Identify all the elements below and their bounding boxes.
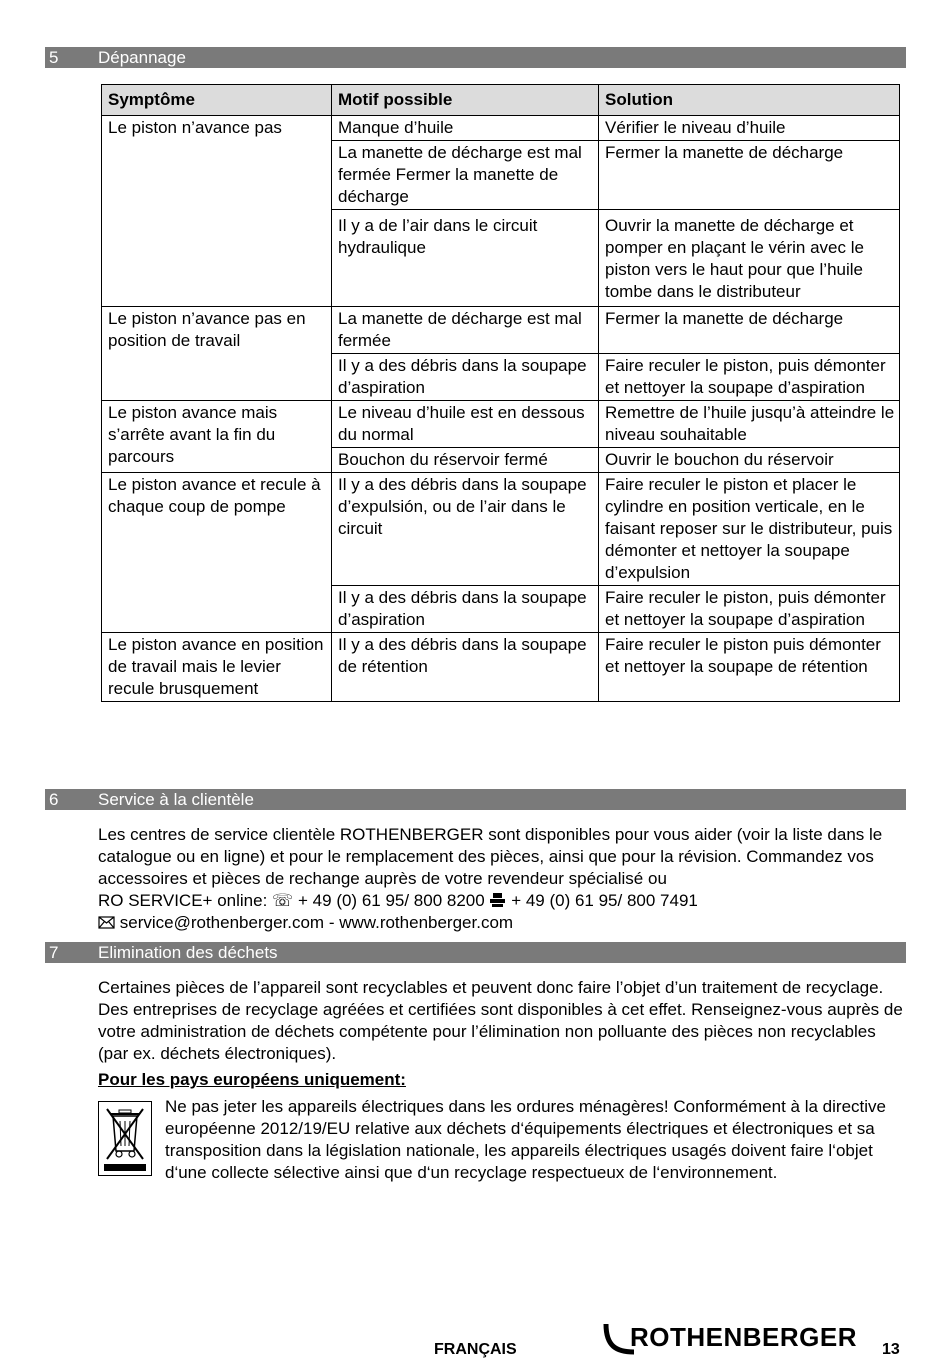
solution-cell: Faire reculer le piston, puis démonter et nettoyer la soupape d’aspiration: [599, 586, 900, 633]
fax-icon: [489, 892, 506, 908]
troubleshooting-table: [101, 84, 900, 702]
cause-cell: Il y a des débris dans la soupape d’aspiration: [332, 586, 599, 633]
phone-number: + 49 (0) 61 95/ 800 8200: [298, 891, 485, 910]
website-link[interactable]: www.rothenberger.com: [339, 913, 514, 932]
section-number: 5: [49, 48, 59, 67]
brand-name: ROTHENBERGER: [630, 1322, 858, 1352]
footer-language: FRANÇAIS: [434, 1341, 517, 1358]
symptom-cell: Le piston avance et recule à chaque coup de pompe: [102, 473, 332, 633]
solution-cell: Fermer la manette de décharge: [599, 141, 900, 210]
section-6-header: [45, 789, 906, 810]
solution-cell: Remettre de l’huile jusqu’à atteindre le niveau souhaitable: [599, 401, 900, 448]
solution-cell: Ouvrir la manette de décharge et pomper en plaçant le vérin avec le piston vers le haut pour que l’huile tombe dans le distributeur: [599, 210, 900, 307]
cause-cell: La manette de décharge est mal fermée Fermer la manette de décharge: [332, 141, 599, 210]
section-number: 7: [49, 943, 59, 962]
cause-cell: Il y a des débris dans la soupape d’expulsión, ou de l’air dans le circuit: [332, 473, 599, 586]
section-title: Dépannage: [98, 48, 186, 67]
service-paragraph: Les centres de service clientèle ROTHENBERGER sont disponibles pour vous aider (voir la liste dans le catalogue ou en ligne) et pour le remplacement des pièces, ainsi que pour la révision. Commandez vos accessoires et pièces de rechange auprès de votre revendeur spécialisé ou: [98, 825, 883, 888]
section-title: Elimination des déchets: [98, 943, 278, 962]
solution-cell: Fermer la manette de décharge: [599, 307, 900, 354]
solution-cell: Vérifier le niveau d’huile: [599, 116, 900, 141]
weee-bin-icon: [98, 1101, 152, 1176]
symptom-cell: Le piston avance mais s’arrête avant la fin du parcours: [102, 401, 332, 473]
fax-number: + 49 (0) 61 95/ 800 7491: [511, 891, 698, 910]
table-row: [102, 633, 900, 702]
phone-icon: ☏: [272, 891, 294, 910]
cause-cell: Il y a des débris dans la soupape d’aspiration: [332, 354, 599, 401]
table-row: [102, 401, 900, 448]
cause-cell: La manette de décharge est mal fermée: [332, 307, 599, 354]
table-row: [102, 473, 900, 586]
table-row: [102, 116, 900, 141]
eu-heading: Pour les pays européens uniquement:: [98, 1070, 406, 1089]
cause-cell: Il y a des débris dans la soupape de rétention: [332, 633, 599, 702]
table-header-row: [102, 85, 900, 116]
symptom-cell: Le piston n’avance pas: [102, 116, 332, 307]
section-title: Service à la clientèle: [98, 790, 254, 809]
service-block: [98, 824, 906, 934]
email-link[interactable]: service@rothenberger.com: [119, 913, 325, 932]
symptom-cell: Le piston n’avance pas en position de travail: [102, 307, 332, 401]
contact-separator: -: [324, 913, 340, 932]
online-label: RO SERVICE+ online:: [98, 891, 268, 910]
cause-cell: Il y a de l’air dans le circuit hydraulique: [332, 210, 599, 307]
header-symptom: Symptôme: [102, 85, 332, 116]
solution-cell: Faire reculer le piston, puis démonter et nettoyer la soupape d’aspiration: [599, 354, 900, 401]
solution-cell: Faire reculer le piston puis démonter et nettoyer la soupape de rétention: [599, 633, 900, 702]
solution-cell: Faire reculer le piston et placer le cylindre en position verticale, en le faisant reposer sur le distributeur, puis démonter et nettoyer la soupape d’expulsion: [599, 473, 900, 586]
table-row: [102, 307, 900, 354]
brand-logo: [600, 1320, 858, 1356]
section-7-header: [45, 942, 906, 963]
header-solution: Solution: [599, 85, 900, 116]
section-number: 6: [49, 790, 59, 809]
header-cause: Motif possible: [332, 85, 599, 116]
cause-cell: Manque d’huile: [332, 116, 599, 141]
solution-cell: Ouvrir le bouchon du réservoir: [599, 448, 900, 473]
section-5-header: [45, 47, 906, 68]
cause-cell: Bouchon du réservoir fermé: [332, 448, 599, 473]
envelope-icon: [98, 916, 115, 929]
cause-cell: Le niveau d’huile est en dessous du normal: [332, 401, 599, 448]
symptom-cell: Le piston avance en position de travail mais le levier recule brusquement: [102, 633, 332, 702]
page-number: 13: [882, 1341, 900, 1358]
disposal-paragraph: Certaines pièces de l’appareil sont recyclables et peuvent donc faire l’objet d’un traitement de recyclage. Des entreprises de recyclage agréées et certifiées sont disponibles à cet effet. Renseignez-vous auprès de votre administration de déchets compétente pour l’élimination non polluante des pièces non recyclables (par ex. déchets électroniques).: [98, 978, 903, 1063]
eu-disposal-text: Ne pas jeter les appareils électriques dans les ordures ménagères! Conformément à la directive européenne 2012/19/EU relative aux déchets d‘équipements électriques et électroniques et sa transposition dans la législation nationale, les appareils électriques usagés doivent faire l‘objet d‘une collecte sélective ainsi que d‘un recyclage respectueux de l‘environnement.: [165, 1097, 886, 1182]
